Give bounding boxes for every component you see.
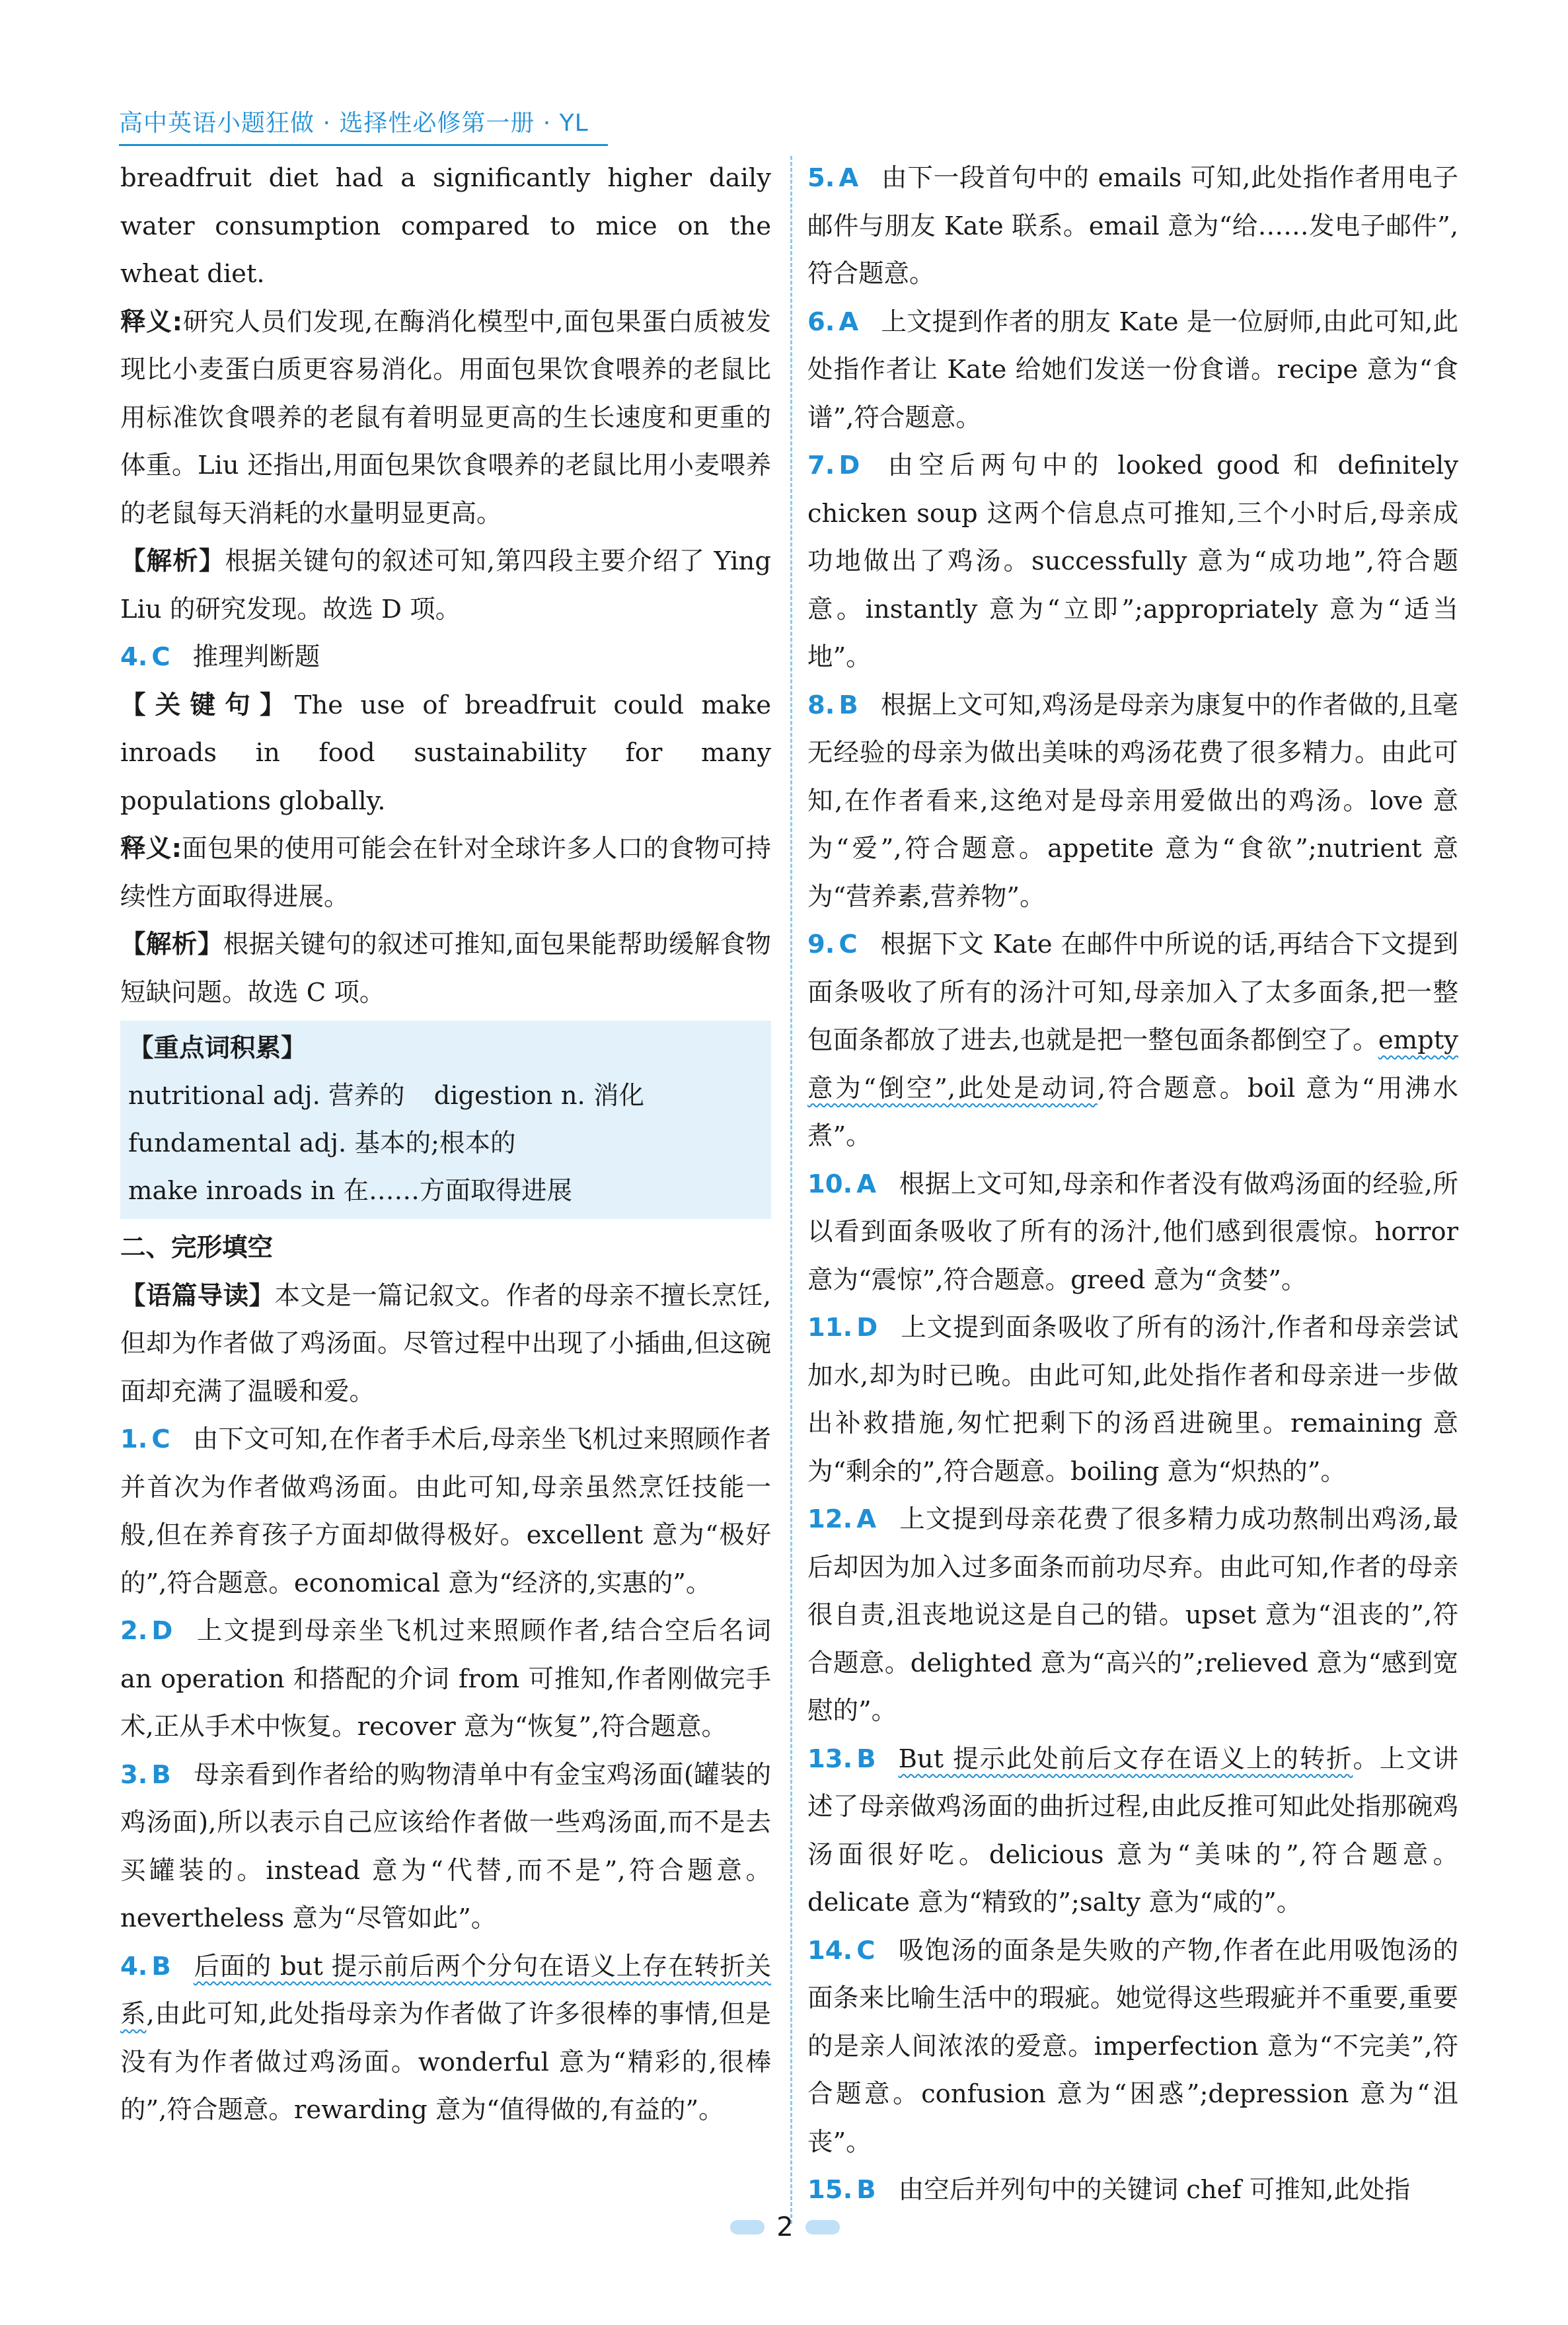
vocabulary-line: [128, 1072, 763, 1120]
running-header: 高中英语小题狂做 · 选择性必修第一册 · YL: [119, 110, 589, 137]
page-decoration-left: [730, 2220, 765, 2234]
section-heading: 二、完形填空: [120, 1233, 274, 1263]
answer-item: 15. B 由空后并列句中的关键词 chef 可推知,此处指: [807, 2175, 1411, 2205]
vocab-item: nutritional adj. 营养的: [128, 1081, 405, 1111]
answer-item: 12. A 上文提到母亲花费了很多精力成功熬制出鸡汤,最后却因为加入过多面条而前功尽弃。由此可知,作者的母亲很自责,沮丧地说这是自己的错。upset 意为“沮丧的”,符合题意。delighted 意为“高兴的”;relieved 意为“感到宽慰的”。: [807, 1504, 1458, 1726]
paraphrase: 释义:研究人员们发现,在酶消化模型中,面包果蛋白质被发现比小麦蛋白质更容易消化。用面包果饮食喂养的老鼠比用标准饮食喂养的老鼠有着明显更高的生长速度和更重的体重。Liu 还指出,用面包果饮食喂养的老鼠比用小麦喂养的老鼠每天消耗的水量明显更高。: [120, 307, 771, 529]
answer-item: 9. C 根据下文 Kate 在邮件中所说的话,再结合下文提到面条吸收了所有的汤汁可知,母亲加入了太多面条,把一整包面条都放了进去,也就是把一整包面条都倒空了。empty 意为“倒空”,此处是动词,符合题意。boil 意为“用沸水煮”。: [807, 930, 1458, 1151]
answer-item: 4. B 后面的 but 提示前后两个分句在语义上存在转折关系,由此可知,此处指母亲为作者做了许多很棒的事情,但是没有为作者做过鸡汤面。wonderful 意为“精彩的,很棒的”,符合题意。rewarding 意为“值得做的,有益的”。: [120, 1951, 771, 2125]
answer-item: 10. A 根据上文可知,母亲和作者没有做鸡汤面的经验,所以看到面条吸收了所有的汤汁,他们感到很震惊。horror 意为“震惊”,符合题意。greed 意为“贪婪”。: [807, 1169, 1458, 1295]
column-divider: [790, 156, 792, 2224]
page-number: 2: [776, 2212, 794, 2242]
analysis: 【解析】根据关键句的叙述可知,第四段主要介绍了 Ying Liu 的研究发现。故选 D 项。: [120, 546, 771, 624]
vocab-item: make inroads in 在……方面取得进展: [128, 1176, 572, 1206]
answer-item: 11. D 上文提到面条吸收了所有的汤汁,作者和母亲尝试加水,却为时已晚。由此可知,此处指作者和母亲进一步做出补救措施,匆忙把剩下的汤舀进碗里。remaining 意为“剩余的”,符合题意。boiling 意为“炽热的”。: [807, 1313, 1458, 1487]
page-decoration-right: [805, 2220, 840, 2234]
answer-item: 6. A 上文提到作者的朋友 Kate 是一位厨师,由此可知,此处指作者让 Kate 给她们发送一份食谱。recipe 意为“食谱”,符合题意。: [807, 307, 1458, 433]
answer-item: 14. C 吸饱汤的面条是失败的产物,作者在此用吸饱汤的面条来比喻生活中的瑕疵。她觉得这些瑕疵并不重要,重要的是亲人间浓浓的爱意。imperfection 意为“不完美”,符合题意。confusion 意为“困惑”;depression 意为“沮丧”。: [807, 1935, 1458, 2157]
vocabulary-title: 【重点词积累】: [128, 1033, 307, 1063]
answer-item: 3. B 母亲看到作者给的购物清单中有金宝鸡汤面(罐装的鸡汤面),所以表示自己应该给作者做一些鸡汤面,而不是去买罐装的。instead 意为“代替,而不是”,符合题意。nevertheless 意为“尽管如此”。: [120, 1759, 771, 1933]
answer-item: 13. B But 提示此处前后文存在语义上的转折。上文讲述了母亲做鸡汤面的曲折过程,由此反推可知此处指那碗鸡汤面很好吃。delicious 意为“美味的”,符合题意。delicate 意为“精致的”;salty 意为“咸的”。: [807, 1744, 1458, 1917]
right-column: [807, 155, 1458, 2215]
passage-guide: 【语篇导读】本文是一篇记叙文。作者的母亲不擅长烹饪,但却为作者做了鸡汤面。尽管过程中出现了小插曲,但这碗面却充满了温暖和爱。: [120, 1280, 771, 1407]
analysis: 【解析】根据关键句的叙述可推知,面包果能帮助缓解食物短缺问题。故选 C 项。: [120, 930, 771, 1008]
vocab-item: fundamental adj. 基本的;根本的: [128, 1128, 516, 1158]
vocab-item: digestion n. 消化: [433, 1081, 644, 1111]
vocabulary-box: [120, 1021, 771, 1219]
question-4-heading: 4. C 推理判断题: [120, 642, 320, 672]
paragraph: breadfruit diet had a significantly higher daily water consumption compared to mice on the wheat diet.: [120, 163, 771, 289]
key-sentence: 【关键句】The use of breadfruit could make inroads in food sustainability for many populations globally.: [120, 690, 771, 816]
page-footer: [719, 2211, 851, 2244]
answer-item: 5. A 由下一段首句中的 emails 可知,此处指作者用电子邮件与朋友 Kate 联系。email 意为“给……发电子邮件”,符合题意。: [807, 163, 1458, 289]
answer-item: 7. D 由空后两句中的 looked good 和 definitely chicken soup 这两个信息点可推知,三个小时后,母亲成功地做出了鸡汤。successfully 意为“成功地”,符合题意。instantly 意为“立即”;appropriately 意为“适当地”。: [807, 451, 1458, 672]
header-rule: [119, 144, 608, 146]
answer-item: 2. D 上文提到母亲坐飞机过来照顾作者,结合空后名词 an operation 和搭配的介词 from 可推知,作者刚做完手术,正从手术中恢复。recover 意为“恢复”,符合题意。: [120, 1616, 771, 1742]
answer-item: 8. B 根据上文可知,鸡汤是母亲为康复中的作者做的,且毫无经验的母亲为做出美味的鸡汤花费了很多精力。由此可知,在作者看来,这绝对是母亲用爱做出的鸡汤。love 意为“爱”,符合题意。appetite 意为“食欲”;nutrient 意为“营养素,营养物”。: [807, 690, 1458, 912]
answer-item: 1. C 由下文可知,在作者手术后,母亲坐飞机过来照顾作者并首次为作者做鸡汤面。由此可知,母亲虽然烹饪技能一般,但在养育孩子方面却做得极好。excellent 意为“极好的”,符合题意。economical 意为“经济的,实惠的”。: [120, 1424, 771, 1598]
left-column: [120, 155, 771, 2135]
paraphrase: 释义:面包果的使用可能会在针对全球许多人口的食物可持续性方面取得进展。: [120, 834, 771, 912]
